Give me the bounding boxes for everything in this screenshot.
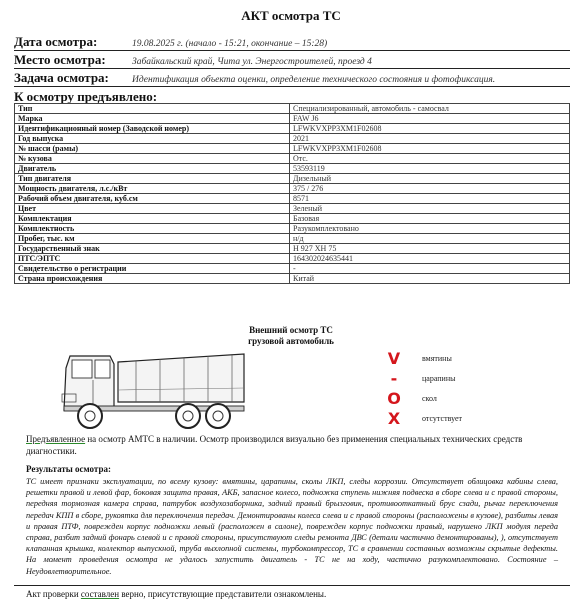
property-label: Комплектация (15, 214, 290, 224)
legend-label: царапины (422, 373, 456, 383)
legend-label: вмятины (422, 353, 452, 363)
property-value: Базовая (290, 214, 570, 224)
rear-wheel-2 (206, 404, 230, 428)
property-row (15, 234, 570, 244)
property-value: Китай (290, 274, 570, 284)
place-label: Место осмотра: (14, 52, 106, 67)
property-label: Страна происхождения (15, 274, 290, 284)
property-value: LFWKVXPP3XM1F02608 (290, 144, 570, 154)
property-row (15, 154, 570, 164)
property-value: LFWKVXPP3XM1F02608 (290, 124, 570, 134)
property-label: Тип двигателя (15, 174, 290, 184)
inspection-date-row (14, 34, 570, 51)
legend-row-missing (384, 408, 462, 428)
footer-text-end: верно, присутствующие представители ознакомлены. (119, 589, 327, 599)
property-row (15, 254, 570, 264)
property-label: № кузова (15, 154, 290, 164)
property-label: Идентификационный номер (Заводской номер) (15, 124, 290, 134)
presented-paragraph (26, 434, 556, 457)
property-label: Государственный знак (15, 244, 290, 254)
place-value: Забайкальский край, Чита ул. Энергостроителей, проезд 4 (132, 57, 372, 67)
footer-statement (26, 589, 326, 599)
presented-text: на осмотр АМТС в наличии. Осмотр производился визуально без применения специальных технических средств диагностики. (26, 434, 523, 456)
property-value: 53593119 (290, 164, 570, 174)
task-value: Идентификация объекта оценки, определение технического состояния и фотофиксация. (132, 75, 496, 85)
document-title: АКТ осмотра ТС (241, 8, 341, 23)
property-label: Свидетельство о регистрации (15, 264, 290, 274)
legend-row-scratches (384, 368, 462, 388)
property-row (15, 274, 570, 284)
property-row (15, 114, 570, 124)
front-wheel (78, 404, 102, 428)
property-value: 8571 (290, 194, 570, 204)
property-row (15, 244, 570, 254)
cab-window (72, 360, 92, 378)
property-row (15, 174, 570, 184)
chip-symbol-icon: O (387, 388, 401, 408)
property-label: Рабочий объем двигателя, куб.см (15, 194, 290, 204)
property-value: Отс. (290, 154, 570, 164)
property-value: Зеленый (290, 204, 570, 214)
dent-symbol-icon: V (387, 348, 401, 368)
property-label: Тип (15, 104, 290, 114)
property-row (15, 214, 570, 224)
legend-label: скол (422, 393, 437, 403)
property-value: 2021 (290, 134, 570, 144)
presented-link-text: Предъявленное (26, 434, 86, 444)
property-label: Пробег, тыс. км (15, 234, 290, 244)
inspection-place-row (14, 52, 570, 69)
date-value: 19.08.2025 г. (начало - 15:21, окончание – 15:28) (132, 39, 328, 49)
legend-label: отсутствует (422, 413, 463, 423)
property-value: 164302024635441 (290, 254, 570, 264)
property-row (15, 164, 570, 174)
vehicle-properties-table (14, 103, 570, 284)
date-label: Дата осмотра: (14, 34, 98, 49)
footer-link-text: составлен (80, 589, 120, 599)
property-value: Разукомплектовано (290, 224, 570, 234)
presented-heading: К осмотру предъявлено: (14, 89, 158, 104)
rear-wheel-1 (176, 404, 200, 428)
scratch-symbol-icon: - (390, 368, 398, 388)
missing-symbol-icon: X (387, 408, 401, 428)
dump-body (118, 354, 244, 402)
property-label: Год выпуска (15, 134, 290, 144)
footer-text-start: Акт проверки (26, 589, 81, 599)
results-heading: Результаты осмотра: (26, 464, 111, 474)
property-label: Комплектность (15, 224, 290, 234)
property-row (15, 104, 570, 114)
property-value: н/д (290, 234, 570, 244)
property-row (15, 134, 570, 144)
damage-legend (384, 348, 462, 428)
property-label: Двигатель (15, 164, 290, 174)
property-row (15, 224, 570, 234)
property-value: Специализированный, автомобиль - самосвал (290, 104, 570, 114)
property-row (15, 124, 570, 134)
property-label: Мощность двигателя, л.с./кВт (15, 184, 290, 194)
inspection-task-row (14, 70, 570, 87)
property-row (15, 184, 570, 194)
task-label: Задача осмотра: (14, 70, 109, 85)
property-row (15, 204, 570, 214)
legend-row-dents (384, 348, 462, 368)
property-row (15, 194, 570, 204)
legend-row-chips (384, 388, 462, 408)
divider (14, 585, 570, 586)
property-label: Марка (15, 114, 290, 124)
dump-truck-diagram (60, 350, 250, 432)
property-row (15, 264, 570, 274)
property-value: Н 927 ХН 75 (290, 244, 570, 254)
external-inspection-title: Внешний осмотр ТС (249, 325, 333, 335)
property-value: FAW J6 (290, 114, 570, 124)
property-label: Цвет (15, 204, 290, 214)
property-value: Дизельный (290, 174, 570, 184)
property-value: 375 / 276 (290, 184, 570, 194)
property-value: - (290, 264, 570, 274)
external-inspection-subtitle: грузовой автомобиль (248, 336, 334, 346)
results-text: ТС имеет признаки эксплуатации, по всему кузову: вмятины, царапины, сколы ЛКП, следы коррозии. Отсутствует облицовка кабины слева, решетки правой и левой фар, боковая защита правая, АКБ, запасное колесо, подножка ступень нижняя подвеска в сборе слева и с правой стороны, передняя тормозная камера справа, патрубок воздухозаборника, задний правый брызговик, противооткатный брус сзади, рычаг переключения передач КПП в сборе, рукоятка для переключения передач. Демонтированы колеса слева и с правой стороны (расположены в кузове), разбиты левая и правая ПТФ, поврежден корпус подножки левый (расположен в салоне), поврежден корпус подножки правый, нарушено ЛКП модуля переда справа, разбит задний фонарь слевой и с правой стороны, присутствуют следы ремонта ДВС (детали частично демонтированы), ), отсутствует клапанная крышка, коллектор выпускной, труба выхлопной системы, турбокомпрессор, ТС в сравнении составных возможны скрытые дефекты. На момент проведения осмотра не удалось запустить двигатель - ТС не на ходу, частично разукомплектовано. Состояние – Неудовлетворительное. (26, 477, 558, 576)
property-label: ПТС/ЭПТС (15, 254, 290, 264)
property-row (15, 144, 570, 154)
property-label: № шасси (рамы) (15, 144, 290, 154)
